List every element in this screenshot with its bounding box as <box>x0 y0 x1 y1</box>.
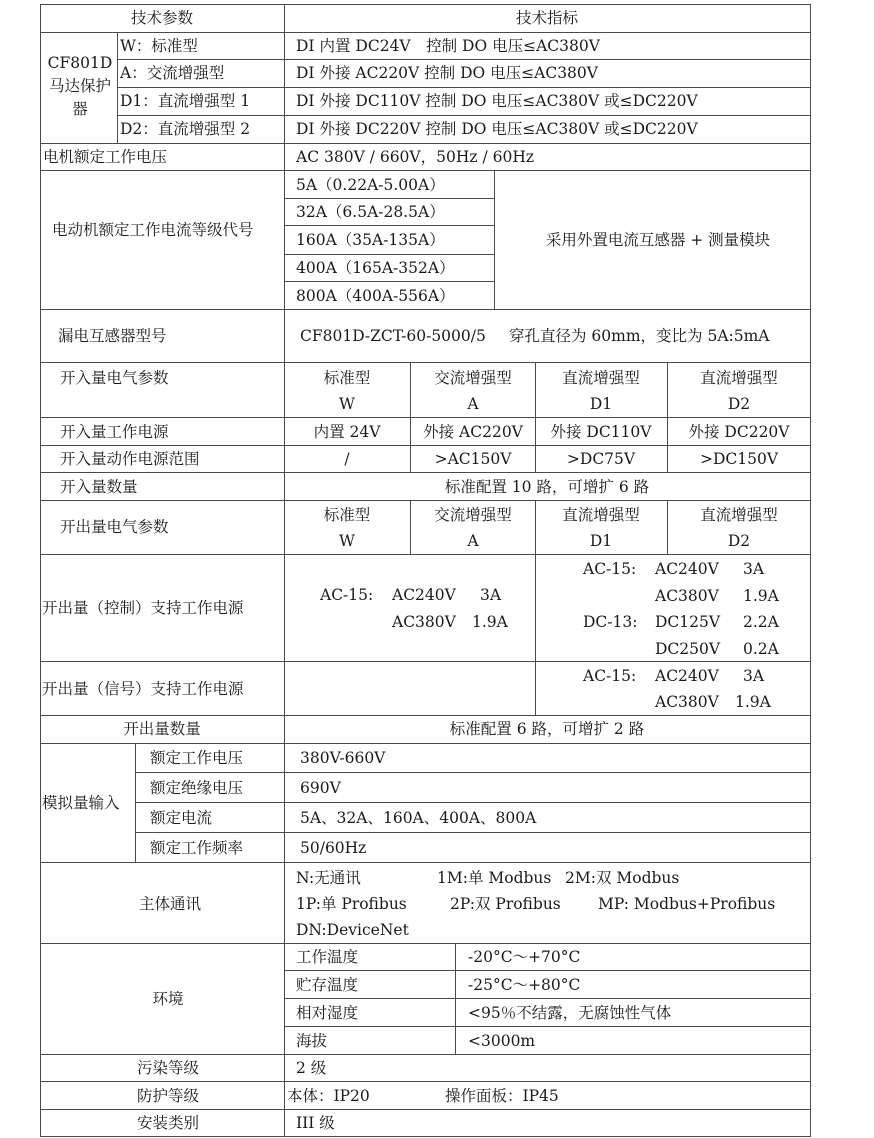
di-count-label: 开入量数量 <box>60 478 138 496</box>
di-power-label: 开入量工作电源 <box>60 423 169 441</box>
comm-2p: 2P:双 Profibus <box>450 895 561 913</box>
env-store-temp-name: 贮存温度 <box>296 976 359 994</box>
analog-row-voltage-value: 380V-660V <box>300 749 386 767</box>
do-control-ac-cat: AC-15: <box>583 560 637 578</box>
do-count-label: 开出量数量 <box>123 720 201 738</box>
env-work-temp-name: 工作温度 <box>296 948 359 966</box>
comm-1m: 1M:单 Modbus <box>437 869 552 887</box>
do-control-left-cat: AC-15: <box>320 586 374 604</box>
di-col-d1-code: D1 <box>589 395 613 413</box>
model-a-spec: DI 外接 AC220V 控制 DO 电压≤AC380V <box>296 64 598 82</box>
motor-voltage-label: 电机额定工作电压 <box>43 148 168 166</box>
di-params-label: 开入量电气参数 <box>60 369 169 387</box>
install-label: 安装类别 <box>136 1114 200 1132</box>
comm-2m: 2M:双 Modbus <box>565 869 680 887</box>
model-d1-spec: DI 外接 DC110V 控制 DO 电压≤AC380V 或≤DC220V <box>296 92 698 110</box>
analog-row-current-value: 5A、32A、160A、400A、800A <box>300 809 537 827</box>
comm-mp: MP: Modbus+Profibus <box>598 895 776 913</box>
analog-row-insulation-name: 额定绝缘电压 <box>150 779 244 797</box>
comm-n: N:无通讯 <box>296 869 361 887</box>
do-col-a-code: A <box>467 532 479 550</box>
comm-1p: 1P:单 Profibus <box>296 895 407 913</box>
leakage-ct-label: 漏电互感器型号 <box>58 327 167 345</box>
current-grade-800a: 800A（400A-556A） <box>296 287 455 305</box>
model-d1-type: D1：直流增强型 1 <box>120 92 251 110</box>
do-signal-v1: AC240V <box>655 667 719 685</box>
do-col-w-name: 标准型 <box>323 506 371 524</box>
do-col-d1-name: 直流增强型 <box>562 506 640 524</box>
do-control-dc-v2: DC250V <box>655 640 721 658</box>
env-humidity-value: <95％不结露，无腐蚀性气体 <box>468 1004 672 1022</box>
do-signal-label: 开出量（信号）支持工作电源 <box>42 680 244 698</box>
di-col-w-code: W <box>339 395 355 413</box>
do-col-d1-code: D1 <box>589 532 613 550</box>
do-signal-v2: AC380V <box>655 693 719 711</box>
model-a-type: A：交流增强型 <box>120 64 225 82</box>
protection-label: 防护等级 <box>136 1087 200 1105</box>
env-store-temp-value: -25°C～+80°C <box>468 976 581 994</box>
do-control-left-v2: AC380V <box>392 613 456 631</box>
leakage-ct-desc: 穿孔直径为 60mm，变比为 5A:5mA <box>509 327 770 345</box>
di-count-value: 标准配置 10 路，可增扩 6 路 <box>444 478 650 496</box>
model-w-type: W：标准型 <box>120 37 198 55</box>
do-control-ac-v2: AC380V <box>655 587 719 605</box>
pollution-value: 2 级 <box>296 1059 327 1077</box>
model-d2-spec: DI 外接 DC220V 控制 DO 电压≤AC380V 或≤DC220V <box>296 120 698 138</box>
install-value: III 级 <box>296 1114 335 1132</box>
do-count-value: 标准配置 6 路，可增扩 2 路 <box>449 720 645 738</box>
analog-row-current-name: 额定电流 <box>150 809 213 827</box>
di-range-d1: >DC75V <box>566 450 636 468</box>
di-range-d2: >DC150V <box>699 450 779 468</box>
do-col-d2-code: D2 <box>727 532 751 550</box>
do-params-label: 开出量电气参数 <box>60 518 169 536</box>
di-range-label: 开入量动作电源范围 <box>60 450 200 468</box>
do-control-ac-a1: 3A <box>743 560 765 578</box>
env-humidity-name: 相对湿度 <box>296 1004 359 1022</box>
motor-voltage-value: AC 380V / 660V，50Hz / 60Hz <box>296 148 535 166</box>
model-d2-type: D2：直流增强型 2 <box>120 120 251 138</box>
do-col-d2-name: 直流增强型 <box>700 506 778 524</box>
di-power-d1: 外接 DC110V <box>550 423 652 441</box>
do-control-ac-v1: AC240V <box>655 560 719 578</box>
env-label: 环境 <box>152 990 184 1008</box>
comm-label: 主体通讯 <box>138 895 202 913</box>
do-control-left-a1: 3A <box>480 586 502 604</box>
di-col-d2-name: 直流增强型 <box>700 369 778 387</box>
di-col-d2-code: D2 <box>727 395 751 413</box>
do-control-dc-v1: DC125V <box>655 613 721 631</box>
do-control-dc-a2: 0.2A <box>743 640 779 658</box>
current-grade-5a: 5A（0.22A-5.00A） <box>296 176 445 194</box>
di-col-a-code: A <box>467 395 479 413</box>
di-col-a-name: 交流增强型 <box>434 369 512 387</box>
do-control-label: 开出量（控制）支持工作电源 <box>42 599 244 617</box>
header-spec: 技术指标 <box>515 9 579 27</box>
protection-body: 本体：IP20 <box>287 1087 370 1105</box>
current-grade-note: 采用外置电流互感器 + 测量模块 <box>545 231 771 249</box>
comm-dn: DN:DeviceNet <box>296 921 409 939</box>
do-col-w-code: W <box>339 532 355 550</box>
pollution-label: 污染等级 <box>136 1059 200 1077</box>
do-col-a-name: 交流增强型 <box>434 506 512 524</box>
do-control-left-a2: 1.9A <box>472 613 508 631</box>
header-param: 技术参数 <box>130 9 194 27</box>
do-signal-a2: 1.9A <box>735 693 771 711</box>
env-altitude-name: 海拔 <box>296 1032 328 1050</box>
current-grade-400a: 400A（165A-352A） <box>296 259 455 277</box>
di-col-d1-name: 直流增强型 <box>562 369 640 387</box>
di-power-w: 内置 24V <box>313 423 381 441</box>
do-control-ac-a2: 1.9A <box>743 587 779 605</box>
do-control-dc-a1: 2.2A <box>743 613 779 631</box>
current-grade-label: 电动机额定工作电流等级代号 <box>52 221 254 239</box>
di-power-a: 外接 AC220V <box>423 423 523 441</box>
protection-panel: 操作面板：IP45 <box>445 1087 559 1105</box>
di-power-d2: 外接 DC220V <box>688 423 790 441</box>
current-grade-32a: 32A（6.5A-28.5A） <box>296 203 445 221</box>
do-signal-a1: 3A <box>743 667 765 685</box>
leakage-ct-model: CF801D-ZCT-60-5000/5 <box>300 327 486 345</box>
analog-row-frequency-value: 50/60Hz <box>300 839 367 857</box>
di-range-a: >AC150V <box>434 450 512 468</box>
do-control-left-v1: AC240V <box>392 586 456 604</box>
do-control-dc-cat: DC-13: <box>583 613 638 631</box>
current-grade-160a: 160A（35A-135A） <box>296 231 445 249</box>
do-signal-cat: AC-15: <box>583 667 637 685</box>
env-altitude-value: <3000m <box>468 1032 536 1050</box>
analog-row-insulation-value: 690V <box>300 779 341 797</box>
env-work-temp-value: -20°C～+70°C <box>468 948 581 966</box>
protector-label: CF801D 马达保护器 <box>47 54 113 118</box>
analog-label: 模拟量输入 <box>42 794 120 812</box>
analog-row-frequency-name: 额定工作频率 <box>150 839 244 857</box>
di-col-w-name: 标准型 <box>323 369 371 387</box>
di-range-w: / <box>344 450 350 468</box>
analog-row-voltage-name: 额定工作电压 <box>150 749 244 767</box>
model-w-spec: DI 内置 DC24V 控制 DO 电压≤AC380V <box>296 37 600 55</box>
